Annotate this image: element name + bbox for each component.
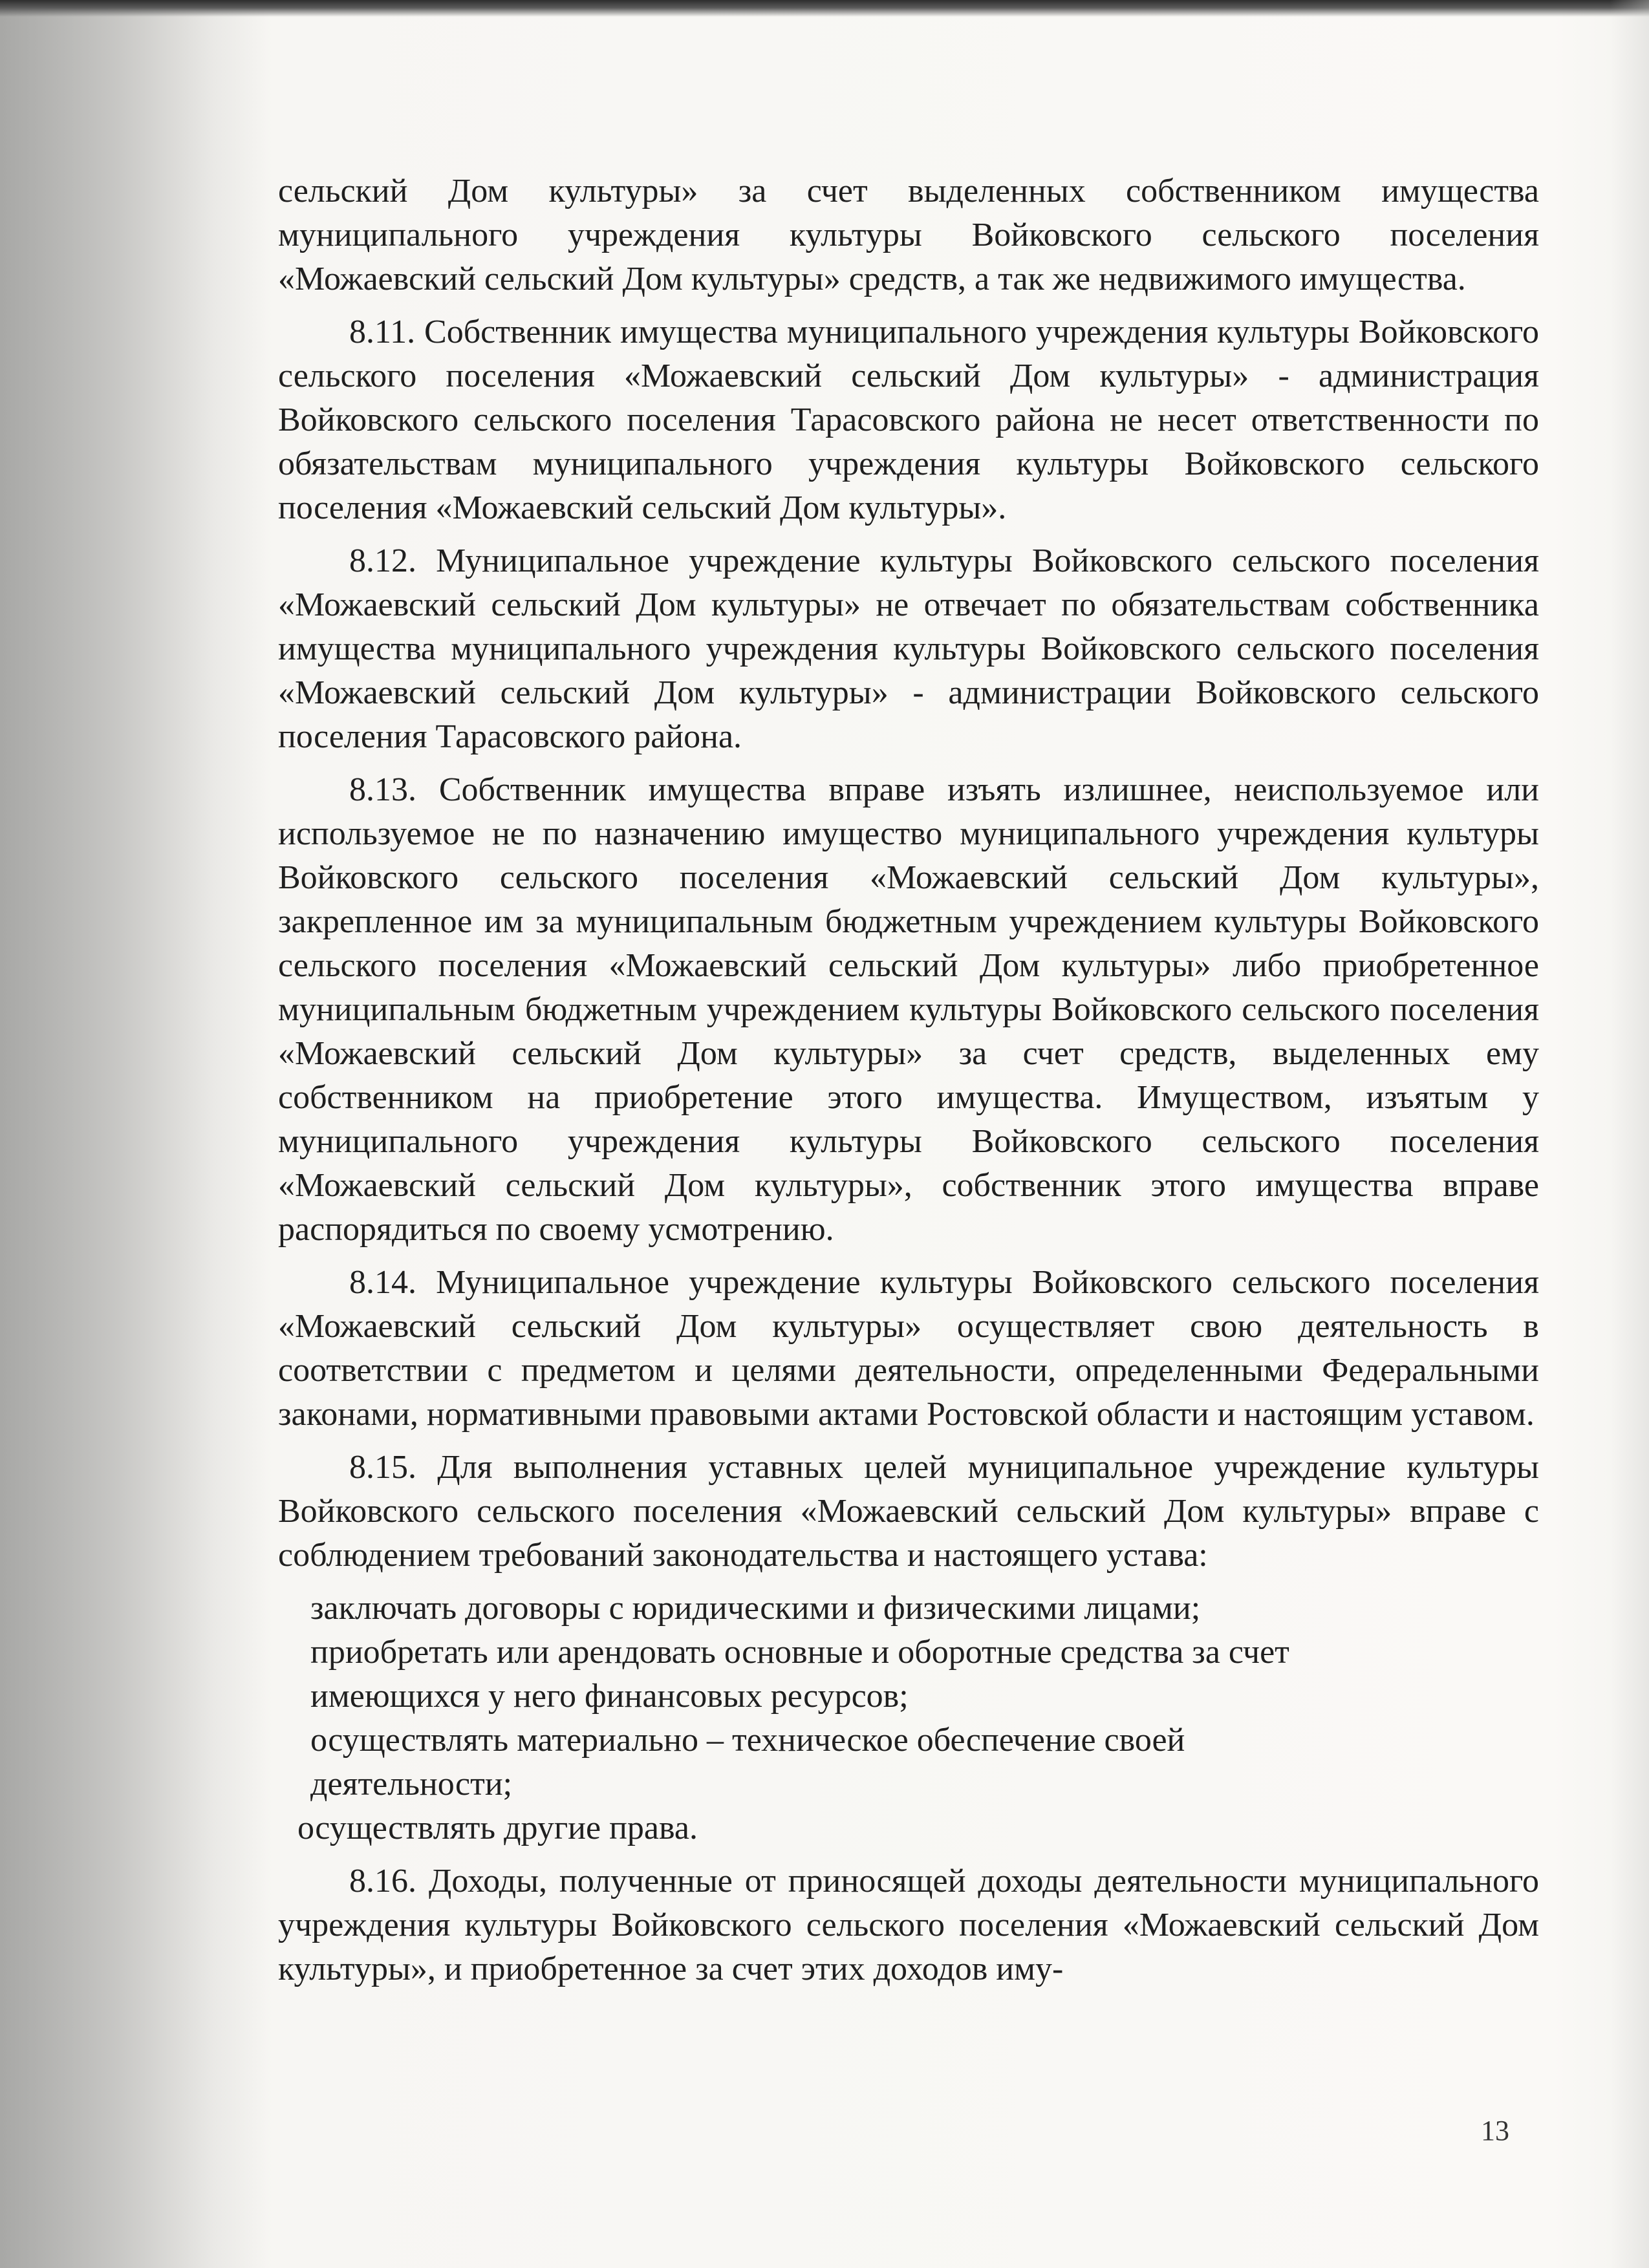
- paragraph-8-14: [278, 1261, 1539, 1437]
- page-number: 13: [1481, 2115, 1509, 2146]
- paragraph-text: Собственник имущества муниципального учреждения культуры Войковского сельского поселения «Можаевский сельский Дом культуры» - администрация Войковского сельского поселения Тарасовского района не несет ответственности по обязательствам муниципального учреждения культуры Войковского сельского поселения «Можаевский сельский Дом культуры».: [278, 314, 1540, 526]
- paragraph-number: 8.12.: [349, 542, 416, 579]
- paragraph-8-13: [278, 768, 1539, 1252]
- paragraph-text: Собственник имущества вправе изъять излишнее, неиспользуемое или используемое не по назначению имущество муниципального учреждения культуры Войковского сельского поселения «Можаевский сельский Дом культуры», закрепленное им за муниципальным бюджетным учреждением культуры Войковского сельского поселения «Можаевский сельский Дом культуры» либо приобретенное муниципальным бюджетным учреждением культуры Войковского сельского поселения «Можаевский сельский Дом культуры» за счет средств, выделенных ему собственником на приобретение этого имущества. Имуществом, изъятым у муниципального учреждения культуры Войковского сельского поселения «Можаевский сельский Дом культуры», собственник этого имущества вправе распорядиться по своему усмотрению.: [278, 771, 1539, 1248]
- paragraph-number: 8.16.: [349, 1863, 416, 1899]
- paragraph-8-12: [278, 539, 1539, 759]
- paragraph-text: Муниципальное учреждение культуры Войковского сельского поселения «Можаевский сельский Дом культуры» осуществляет свою деятельность в соответствии с предметом и целями деятельности, определенными Федеральными законами, нормативными правовыми актами Ростовской области и настоящим уставом.: [278, 1264, 1540, 1433]
- list-item: приобретать или арендовать основные и оборотные средства за счет имеющихся у него финансовых ресурсов;: [310, 1634, 1289, 1715]
- list-item: осуществлять материально – техническое обеспечение своей деятельности;: [310, 1722, 1185, 1803]
- top-scan-edge: [0, 0, 1649, 17]
- book-spine-shadow: [0, 0, 272, 2268]
- document-body: [278, 169, 1539, 2000]
- paragraph-continuation: [278, 169, 1539, 301]
- right-scan-edge: [1610, 0, 1649, 2268]
- paragraph-text: Муниципальное учреждение культуры Войковского сельского поселения «Можаевский сельский Дом культуры» не отвечает по обязательствам собственника имущества муниципального учреждения культуры Войковского сельского поселения «Можаевский сельский Дом культуры» - администрации Войковского сельского поселения Тарасовского района.: [278, 542, 1540, 755]
- list-item: осуществлять другие права.: [297, 1810, 698, 1846]
- paragraph-number: 8.13.: [349, 771, 416, 808]
- paragraph-8-15: [278, 1446, 1539, 1578]
- paragraph-number: 8.14.: [349, 1264, 416, 1301]
- paragraph-8-16: [278, 1859, 1539, 1991]
- paragraph-text: Доходы, полученные от приносящей доходы деятельности муниципального учреждения культуры Войковского сельского поселения «Можаевский сельский Дом культуры», и приобретенное за счет этих доходов иму-: [278, 1863, 1539, 1987]
- paragraph-text: Для выполнения уставных целей муниципальное учреждение культуры Войковского сельского поселения «Можаевский сельский Дом культуры» вправе с соблюдением требований законодательства и настоящего устава:: [278, 1449, 1539, 1574]
- list-item: заключать договоры с юридическими и физическими лицами;: [310, 1590, 1201, 1627]
- paragraph-text: сельский Дом культуры» за счет выделенных собственником имущества муниципального учреждения культуры Войковского сельского поселения «Можаевский сельский Дом культуры» средств, а так же недвижимого имущества.: [278, 173, 1539, 297]
- paragraph-8-11: [278, 310, 1539, 530]
- paragraph-number: 8.15.: [349, 1449, 416, 1486]
- paragraph-number: 8.11.: [349, 314, 416, 350]
